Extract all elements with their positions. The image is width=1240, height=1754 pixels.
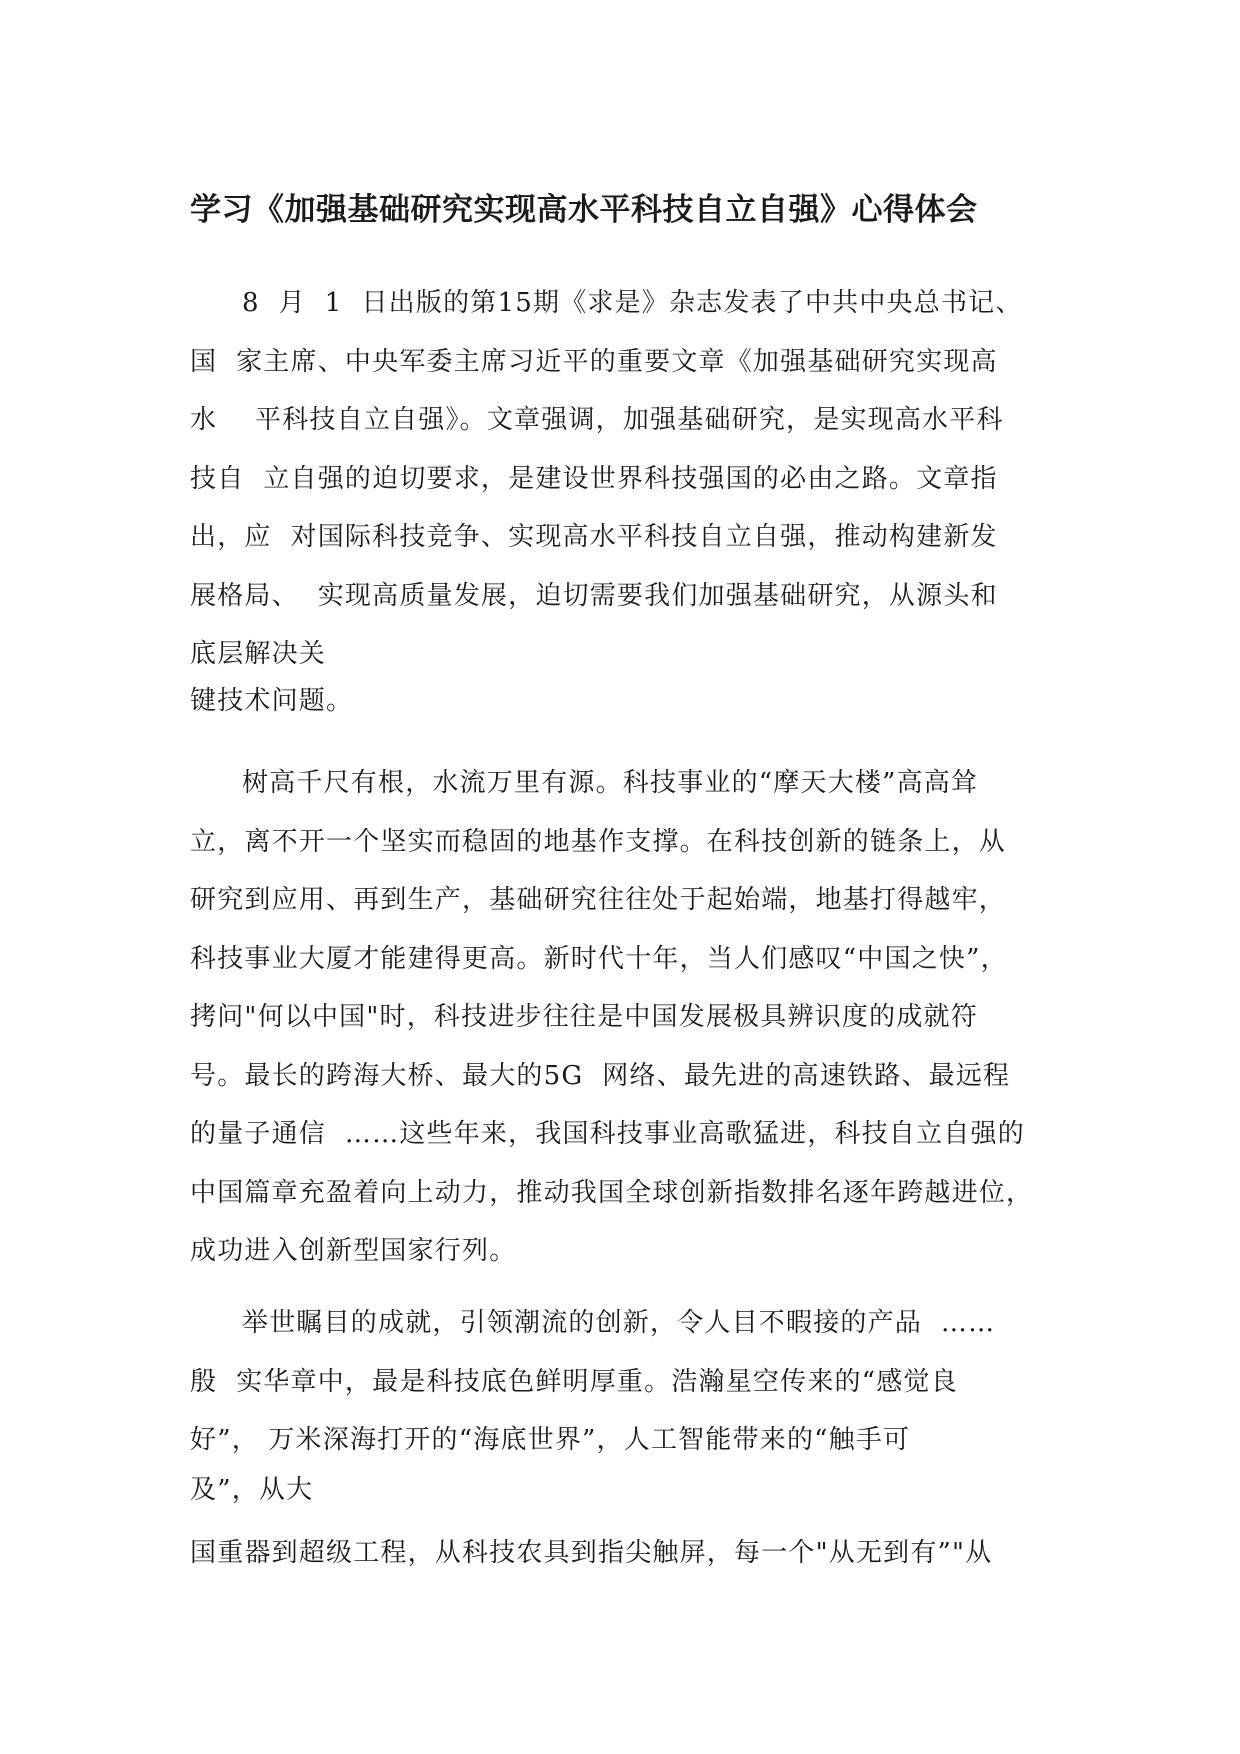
- paragraph-line: 水 平科技自立自强》。文章强调，加强基础研究，是实现高水平科: [190, 405, 1004, 435]
- paragraph-line: 拷问"何以中国"时，科技进步往往是中国发展极具辨识度的成就符: [190, 1002, 978, 1032]
- paragraph-3: [190, 1294, 1070, 1582]
- paragraph-line: 中国篇章充盈着向上动力，推动我国全球创新指数排名逐年跨越进位，: [190, 1177, 1034, 1208]
- paragraph-line: 键技术问题。: [190, 685, 354, 716]
- paragraph-line: 好”， 万米深海打开的“海底世界”，人工智能带来的“触手可: [190, 1425, 911, 1455]
- paragraph-line: 8 月 1 日出版的第15期《求是》杂志发表了中共中央总书记、: [242, 288, 1023, 318]
- paragraph-line: 立，离不开一个坚实而稳固的地基作支撑。在科技创新的链条上，从: [190, 826, 1007, 857]
- paragraph-line: 底层解决关: [190, 639, 327, 669]
- paragraph-line: 国重器到超级工程，从科技农具到指尖触屏，每一个"从无到有”"从: [190, 1537, 993, 1568]
- paragraph-line: 举世瞩目的成就，引领潮流的创新，令人目不暇接的产品 ……: [242, 1308, 996, 1338]
- paragraph-line: 展格局、 实现高质量发展，迫切需要我们加强基础研究，从源头和: [190, 580, 998, 611]
- paragraph-line: 科技事业大厦才能建得更高。新时代十年，当人们感叹“中国之快”，: [190, 943, 1008, 974]
- paragraph-line: 号。最长的跨海大桥、最大的5G 网络、最先进的高速铁路、最远程: [190, 1060, 1011, 1091]
- paragraph-line: 成功进入创新型国家行列。: [190, 1236, 517, 1266]
- paragraph-line: 技自 立自强的迫切要求，是建设世界科技强国的必由之路。文章指: [190, 463, 998, 494]
- paragraph-line: 及”，从大: [190, 1474, 314, 1505]
- paragraph-1: [190, 274, 1070, 718]
- paragraph-line: 树高千尺有根，水流万里有源。科技事业的“摩天大楼”高高耸: [242, 768, 979, 798]
- paragraph-2: [190, 754, 1070, 1281]
- paragraph-line: 国 家主席、中央军委主席习近平的重要文章《加强基础研究实现高: [190, 346, 998, 377]
- document-title: 学习《加强基础研究实现高水平科技自立自强》心得体会: [190, 192, 978, 228]
- paragraph-line: 研究到应用、再到生产，基础研究往往处于起始端，地基打得越牢，: [190, 885, 1007, 915]
- paragraph-line: 的量子通信 ……这些年来，我国科技事业高歌猛进，科技自立自强的: [190, 1119, 1025, 1149]
- paragraph-line: 出，应 对国际科技竞争、实现高水平科技自立自强，推动构建新发: [190, 522, 998, 552]
- paragraph-line: 殷 实华章中，最是科技底色鲜明厚重。浩瀚星空传来的“感觉良: [190, 1366, 958, 1397]
